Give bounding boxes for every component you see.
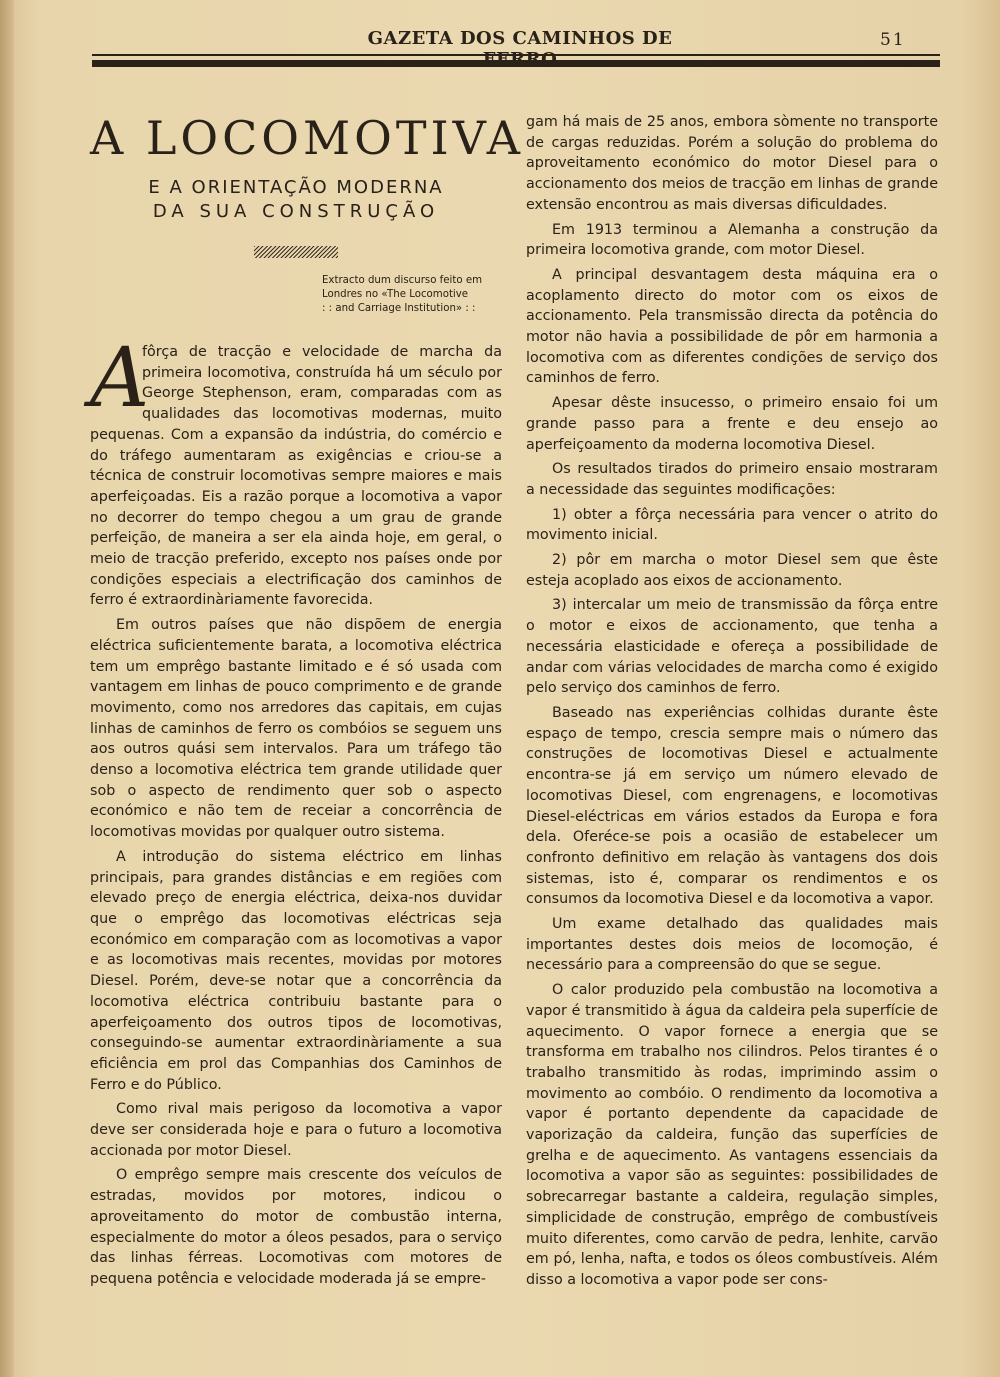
paragraph: Como rival mais perigoso da locomotiva a vapor deve ser considerada hoje e para o futuro a locomotiva accionada por motor Diesel.: [90, 1101, 502, 1159]
paragraph: [90, 331, 502, 611]
source-note-line: : : and Carriage Institution» : :: [322, 303, 476, 314]
article-title: A LOCOMOTIVA: [90, 111, 524, 165]
source-note-line: Extracto dum discurso feito em: [322, 275, 483, 286]
paragraph: Baseado nas experiências colhidas durante êste espaço de tempo, crescia sempre mais o número das construções de locomotivas Diesel e actualmente encontra-se já em serviço um número elevado de locomotivas Diesel, com engrenagens, e locomotivas Diesel-eléctricas em vários estados da Europa e fora dela. Oferéce-se pois a ocasião de estabelecer um confronto definitivo em relação às vantagens dos dois sistemas, isto é, comparar os rendimentos e os consumos da locomotiva Diesel e da locomotiva a vapor.: [526, 704, 938, 908]
header-rule-thin: [92, 54, 940, 56]
right-column: [526, 112, 938, 1295]
article-subtitle: [90, 176, 502, 224]
paragraph: Um exame detalhado das qualidades mais importantes destes dois meios de locomoção, é necessário para a compreensão do que se segue.: [526, 916, 938, 974]
list-item: 1) obter a fôrça necessária para vencer o atrito do movimento inicial.: [526, 506, 938, 544]
list-item: 3) intercalar um meio de transmissão da fôrça entre o motor e eixos de accionamento, que tenha a necessária elasticidade e ofereça a possibilidade de andar com várias velocidades de marcha como é exigido pelo serviço dos caminhos de ferro.: [526, 597, 938, 697]
paragraph: A introdução do sistema eléctrico em linhas principais, para grandes distâncias e em regiões com elevado preço de energia eléctrica, deixa-nos duvidar que o emprêgo das locomotivas eléctricas seja económico em comparação com as locomotivas a vapor e as locomotivas mais recentes, movidas por motores Diesel. Porém, deve-se notar que a concorrência da locomotiva eléctrica contribuiu bastante para o aperfeiçoamento dos outros tipos de locomotivas, conseguindo-se aumentar extraordinàriamente a sua eficiência em prol das Companhias dos Caminhos de Ferro e do Público.: [90, 848, 502, 1093]
left-column: [90, 110, 524, 1294]
paragraph: Em 1913 terminou a Alemanha a construção da primeira locomotiva grande, com motor Diesel.: [526, 221, 938, 259]
page-number: 51: [880, 30, 906, 50]
source-note: [90, 274, 502, 316]
left-column-body: [90, 331, 502, 1290]
paragraph: Os resultados tirados do primeiro ensaio mostraram a necessidade das seguintes modificações:: [526, 461, 938, 498]
drop-cap: A: [90, 331, 150, 426]
header-rule-thick: [92, 60, 940, 67]
paragraph: gam há mais de 25 anos, embora sòmente no transporte de cargas reduzidas. Porém a solução do problema do aproveitamento económico do motor Diesel para o accionamento dos meios de tracção em linhas de grande extensão encontrou as mais diversas dificuldades.: [526, 114, 938, 213]
paragraph: Em outros países que não dispõem de energia eléctrica suficientemente barata, a locomotiva eléctrica tem um emprêgo bastante limitado e é só usada com vantagem em linhas de pouco comprimento e de grande movimento, como nos arredores das capitais, em cujas linhas de caminhos de ferro os combóios se seguem uns aos outros quási sem intervalos. Para um tráfego tão denso a locomotiva eléctrica tem grande utilidade quer sob o aspecto de rendimento quer sob o aspecto económico e não tem de receiar a concorrência de locomotivas movidas por qualquer outro sistema.: [90, 617, 502, 841]
paragraph: O calor produzido pela combustão na locomotiva a vapor é transmitido à água da caldeira pela superfície de aquecimento. O vapor fornece a energia que se transforma em trabalho nos cilindros. Pelos tirantes é o trabalho transmitido às rodas, imprimindo assim o movimento ao combóio. O rendimento da locomotiva a vapor é portanto dependente da capacidade de vaporização da caldeira, função das superfícies de grelha e de aquecimento. As vantagens essenciais da locomotiva a vapor são as seguintes: possibilidades de sobrecarregar bastante a caldeira, regulação simples, simplicidade de construção, emprêgo de combustíveis muito diferentes, como carvão de pedra, lenhite, carvão em pó, lenha, nafta, e todos os óleos combustíveis. Além disso a locomotiva a vapor pode ser cons-: [526, 982, 938, 1288]
ornament-divider: [254, 246, 338, 258]
paragraph: A principal desvantagem desta máquina era o acoplamento directo do motor com os eixos de accionamento. Pela transmissão directa da potência do motor não havia a possibilidade de pôr em harmonia a locomotiva com as diferentes condições de serviço dos caminhos de ferro.: [526, 266, 938, 387]
paragraph: Apesar dêste insucesso, o primeiro ensaio foi um grande passo para a frente e deu ensejo ao aperfeiçoamento da moderna locomotiva Diesel.: [526, 395, 938, 453]
binding-edge: [0, 0, 14, 1377]
source-note-line: Londres no «The Locomotive: [322, 289, 469, 300]
paragraph: O emprêgo sempre mais crescente dos veículos de estradas, movidos por motores, indicou o aproveitamento do motor de combustão interna, especialmente do motor a óleos pesados, para o serviço das linhas férreas. Locomotivas com motores de pequena potência e velocidade moderada já se empre-: [90, 1167, 502, 1287]
subtitle-line-1: E A ORIENTAÇÃO MODERNA: [148, 177, 444, 198]
subtitle-line-2: DA SUA CONSTRUÇÃO: [152, 201, 440, 222]
paragraph-text: fôrça de tracção e velocidade de marcha da primeira locomotiva, construída há um século por George Stephenson, eram, comparadas com as qualidades das locomotivas modernas, muito pequenas. Com a expansão da indústria, do comércio e do tráfego aumentaram as exigências e criou-se a técnica de construir locomotivas sempre maiores e mais aperfeiçoadas. Eis a razão porque a locomotiva a vapor no decorrer do tempo chegou a um grau de grande perfeição, de maneira a ser ela ainda hoje, em geral, o meio de tracção preferido, excepto nos países onde por condições especiais a electrificação dos caminhos de ferro é extraordinàriamente favorecida.: [90, 344, 502, 609]
list-item: 2) pôr em marcha o motor Diesel sem que êste esteja acoplado aos eixos de accionamento.: [526, 552, 938, 589]
publication-title: GAZETA DOS CAMINHOS DE: [367, 28, 673, 49]
right-column-body: [526, 112, 938, 1291]
